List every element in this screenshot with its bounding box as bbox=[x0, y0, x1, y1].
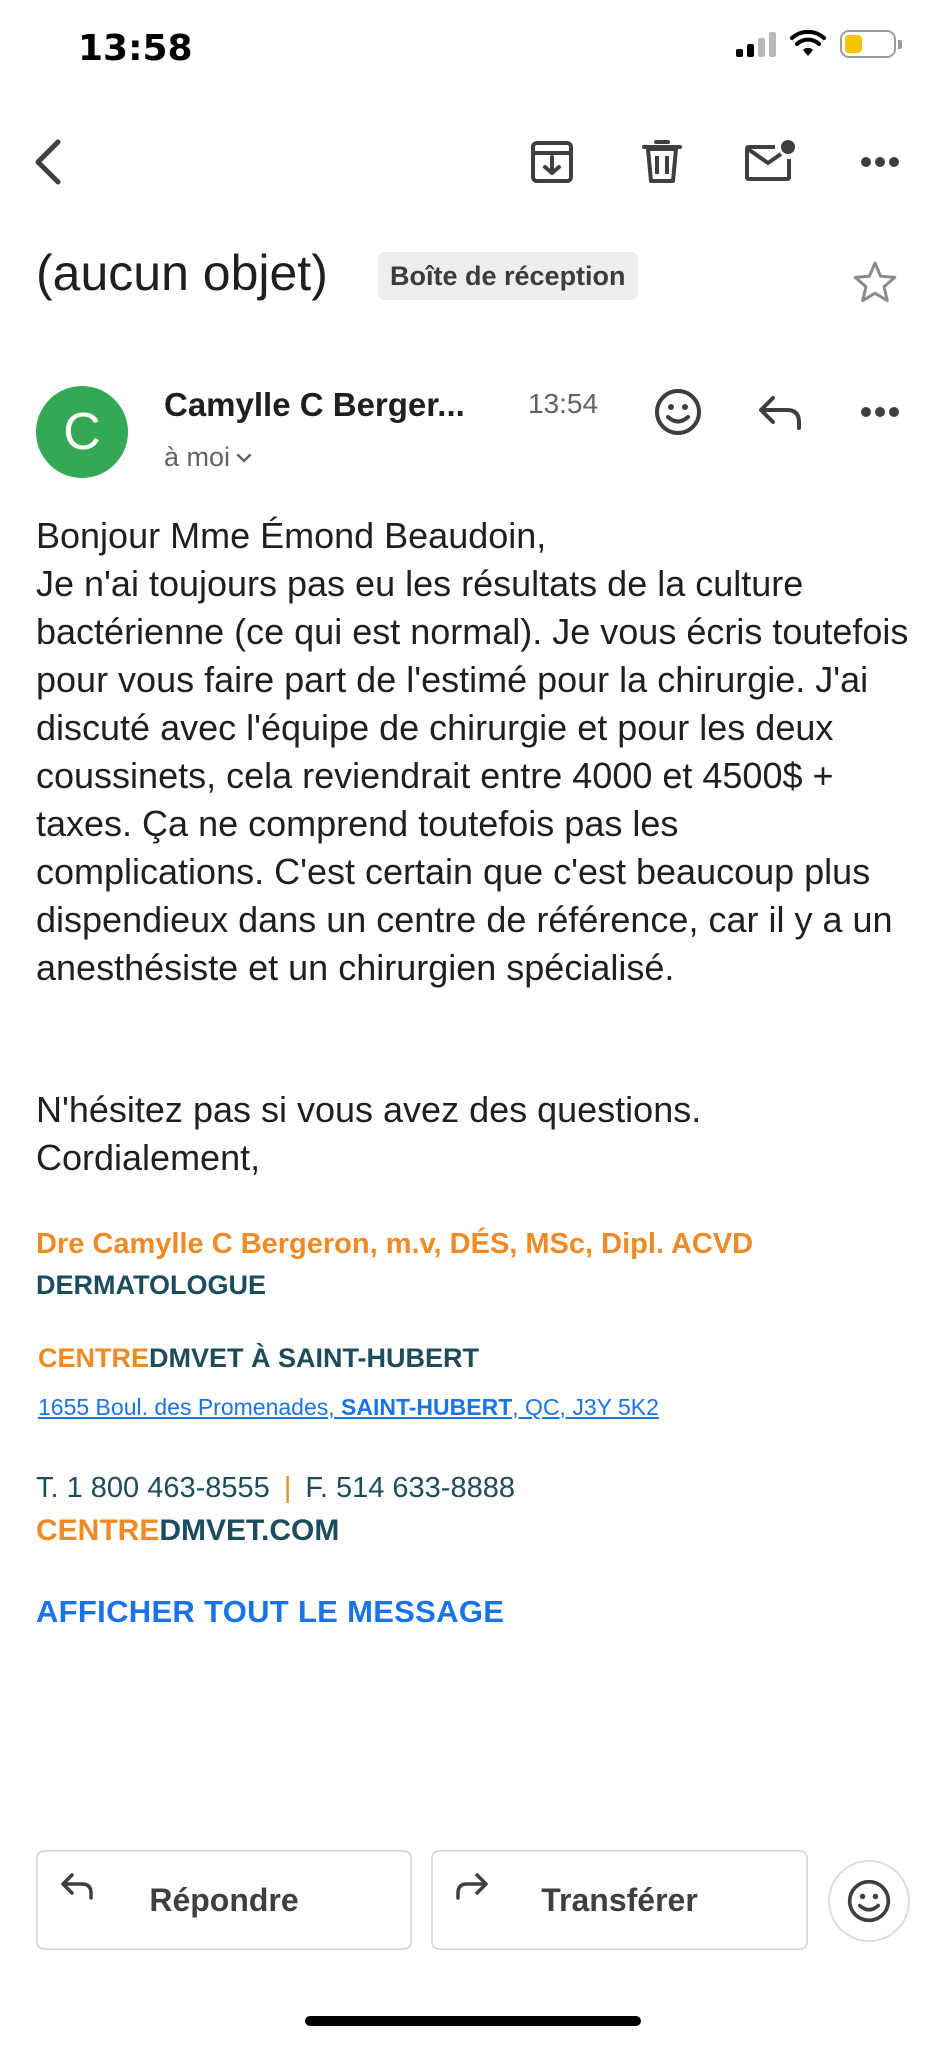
forward-button[interactable] bbox=[431, 1850, 808, 1950]
emoji-reply-button[interactable] bbox=[828, 1860, 910, 1942]
status-time: 13:58 bbox=[78, 28, 193, 69]
address-part2: , QC, J3Y 5K2 bbox=[512, 1394, 659, 1420]
web-prefix: CENTRE bbox=[36, 1514, 160, 1547]
reply-icon bbox=[757, 394, 803, 430]
closing-salutation: Cordialement, bbox=[36, 1137, 261, 1178]
mark-unread-icon bbox=[743, 139, 797, 185]
reply-button[interactable] bbox=[36, 1850, 412, 1950]
mark-unread-button[interactable] bbox=[738, 130, 802, 194]
reply-header-button[interactable] bbox=[748, 380, 812, 444]
emoji-icon bbox=[653, 387, 703, 437]
signature-address-link[interactable] bbox=[38, 1394, 659, 1421]
signature-name: Dre Camylle C Bergeron, m.v, DÉS, MSc, Dipl. ACVD bbox=[36, 1228, 754, 1260]
battery-icon bbox=[840, 30, 896, 58]
web-mid: DMVET bbox=[159, 1514, 262, 1547]
signature-website-link[interactable] bbox=[36, 1514, 339, 1548]
emoji-icon bbox=[846, 1878, 892, 1924]
web-suffix: .COM bbox=[261, 1514, 340, 1547]
signature-centre bbox=[38, 1343, 479, 1374]
show-full-message-link[interactable]: AFFICHER TOUT LE MESSAGE bbox=[36, 1594, 505, 1629]
message-closing bbox=[36, 1086, 916, 1182]
archive-button[interactable] bbox=[520, 130, 584, 194]
contact-separator: | bbox=[283, 1472, 292, 1504]
chevron-down-icon bbox=[236, 452, 252, 464]
inbox-label-chip[interactable]: Boîte de réception bbox=[378, 252, 638, 300]
message-more-button[interactable] bbox=[848, 380, 912, 444]
signal-icon bbox=[736, 31, 776, 57]
forward-label: Transférer bbox=[541, 1882, 698, 1918]
sender-avatar[interactable]: C bbox=[36, 386, 128, 478]
signature-title: DERMATOLOGUE bbox=[36, 1270, 267, 1300]
email-subject: (aucun objet) bbox=[36, 245, 328, 301]
phone-link[interactable]: T. 1 800 463-8555 bbox=[36, 1472, 270, 1504]
closing-line: N'hésitez pas si vous avez des questions. bbox=[36, 1089, 702, 1130]
star-button[interactable] bbox=[852, 260, 898, 309]
fax-number: F. 514 633-8888 bbox=[305, 1472, 515, 1504]
more-icon bbox=[860, 156, 900, 168]
more-icon bbox=[860, 406, 900, 418]
more-options-button[interactable] bbox=[848, 130, 912, 194]
status-icons bbox=[736, 30, 896, 58]
recipient-label: à moi bbox=[164, 442, 231, 472]
delete-button[interactable] bbox=[630, 130, 694, 194]
back-button[interactable] bbox=[18, 130, 82, 194]
address-part1: 1655 Boul. des Promenades, bbox=[38, 1394, 342, 1420]
emoji-reaction-button[interactable] bbox=[646, 380, 710, 444]
wifi-icon bbox=[790, 30, 826, 58]
message-time: 13:54 bbox=[528, 388, 599, 419]
sender-name[interactable]: Camylle C Berger... bbox=[164, 386, 465, 423]
reply-label: Répondre bbox=[149, 1882, 299, 1918]
address-city: SAINT-HUBERT bbox=[341, 1394, 513, 1420]
message-body: Bonjour Mme Émond Beaudoin, Je n'ai toujours pas eu les résultats de la culture bactérienne (ce qui est normal). Je vous écris toutefois pour vous faire part de l'estimé pour la chirurgie. J'ai discuté avec l'équipe de chirurgie et pour les deux coussinets, cela reviendrait entre 4000 et 4500$ + taxes. Ça ne comprend toutefois pas les complications. C'est certain que c'est beaucoup plus dispendieux dans un centre de référence, car il y a un anesthésiste et un chirurgien spécialisé. bbox=[36, 515, 909, 988]
trash-icon bbox=[642, 139, 682, 185]
centre-suffix: DMVET À SAINT-HUBERT bbox=[149, 1343, 480, 1373]
centre-prefix: CENTRE bbox=[38, 1343, 150, 1373]
archive-icon bbox=[529, 139, 575, 185]
back-arrow-icon bbox=[30, 138, 70, 186]
star-icon bbox=[852, 260, 898, 304]
signature-contact bbox=[36, 1472, 515, 1505]
home-indicator[interactable] bbox=[305, 2016, 641, 2026]
recipient-toggle[interactable] bbox=[164, 442, 252, 473]
